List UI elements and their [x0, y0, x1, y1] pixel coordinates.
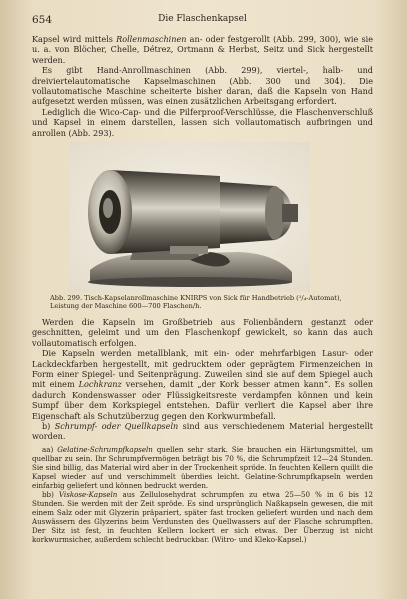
paragraph-5-text-a: Die Kapseln werden metallblank, mit ein- oder mehrfarbigen Lasur- oder Lackdeckfarben hergestellt, mit gedrucktem oder geprägtem Firmenzeichen in Form einer Spiegel- und Seitenprägung. Zuweilen sind sie auf dem Spiegel auch mit einem [32, 348, 373, 390]
paragraph-6-text-a: b) [42, 420, 55, 431]
page-number: 654 [32, 14, 53, 26]
paragraph-7-text-b: quellen sehr stark. Sie brauchen ein Härtungsmittel, um quellbar zu sein. Ihr Schrumpfvermögen beträgt bis 70 %, die Schrumpfzeit 12—24 Stunden. Sie sind billig, das Material wird aber in der Trockenheit spröde. In feuchten Kellern quillt die Kapsel wieder auf und verschimmelt überdies leicht. Gelatine-Schrumpfkapseln werden einfarbig geliefert und können bedruckt werden. [32, 444, 373, 490]
paragraph-1-emphasis: Rollenmaschinen [116, 34, 187, 44]
paragraph-5 [32, 348, 373, 421]
paragraph-4: Werden die Kapseln im Großbetrieb aus Folienbändern gestanzt oder geschnitten, geleimt und um den Flaschenkopf gewickelt, so kann das auch vollautomatisch erfolgen. [32, 316, 373, 348]
paragraph-1 [32, 34, 373, 65]
running-title: Die Flaschenkapsel [158, 14, 247, 24]
paragraph-6-emphasis: Schrumpf- oder Quellkapseln [54, 420, 179, 431]
figure-299 [32, 142, 373, 292]
paragraph-7-emphasis: Gelatine-Schrumpfkapseln [57, 444, 153, 454]
paragraph-5-text-b: versehen, damit „der Kork besser atmen kann“. Es sollen dadurch Kondenswasser oder Flüssigkeitsreste verdampfen können und kein Sumpf über dem Korkspiegel entstehen. Dafür verliert die Kapsel aber ihre Eigenschaft als Schutzüberzug gegen den Korkwurmbefall. [32, 379, 373, 421]
paragraph-1-text-a: Kapsel wird mittels [32, 34, 117, 44]
paragraph-8-text-a: bb) [42, 489, 59, 499]
paragraph-2: Es gibt Hand-Anrollmaschinen (Abb. 299), viertel-, halb- und dreiviertelautomatische Kapselmaschinen (Abb. 300 und 304). Die vollautomatische Maschine scheiterte bisher daran, daß die Kapseln von Hand aufgesetzt werden müssen, was einen zusätzlichen Arbeitsgang erfordert. [32, 65, 373, 107]
machine-photo [70, 142, 310, 292]
page-header [32, 14, 373, 28]
paragraph-1-text-b: an- oder festgerollt (Abb. 299, 300), wie sie u. a. von Blöcher, Chelle, Détrez, Ortmann & Herbst, Seitz und Sick hergestellt werden. [32, 34, 373, 65]
paragraph-6-text-b: sind aus verschiedenem Material hergestellt worden. [32, 420, 373, 442]
paragraph-8-text-b: aus Zellulosehydrat schrumpfen zu etwa 25—50 % in 6 bis 12 Stunden. Sie werden mit der Zeit spröde. Es sind ursprünglich Naßkapseln gewesen, die mit einem Salz oder mit Glyzerin präpariert, später fast trocken geliefert wurden und nach dem Auswässern des Glyzerins beim Verdunsten des Quellwassers auf der Flasche schrumpften. Der Sitz ist fest, in feuchten Kellern lockert er sich etwas. Der Überzug ist nicht korkwurmsicher, außerdem schlecht bedruckbar. (Witro- und Kleko-Kapsel.) [32, 489, 373, 544]
figure-caption: Abb. 299. Tisch-Kapselanrollmaschine KNIRPS von Sick für Handbetrieb (¹/₄-Automat), Leistung der Maschine 600—700 Flaschen/h. [50, 294, 342, 311]
paragraph-7-text-a: aa) [42, 444, 58, 454]
body-text [32, 34, 373, 544]
paragraph-3: Lediglich die Wico-Cap- und die Pilferproof-Verschlüsse, die Flaschenverschluß und Kapsel in einem darstellen, lassen sich vollautomatisch aufbringen und anrollen (Abb. 293). [32, 106, 373, 138]
paragraph-8 [32, 490, 373, 544]
paragraph-8-emphasis: Viskose-Kapseln [58, 489, 118, 499]
paragraph-5-emphasis: Lochkranz [78, 379, 122, 390]
paragraph-6 [32, 421, 373, 442]
paragraph-7 [32, 445, 373, 490]
